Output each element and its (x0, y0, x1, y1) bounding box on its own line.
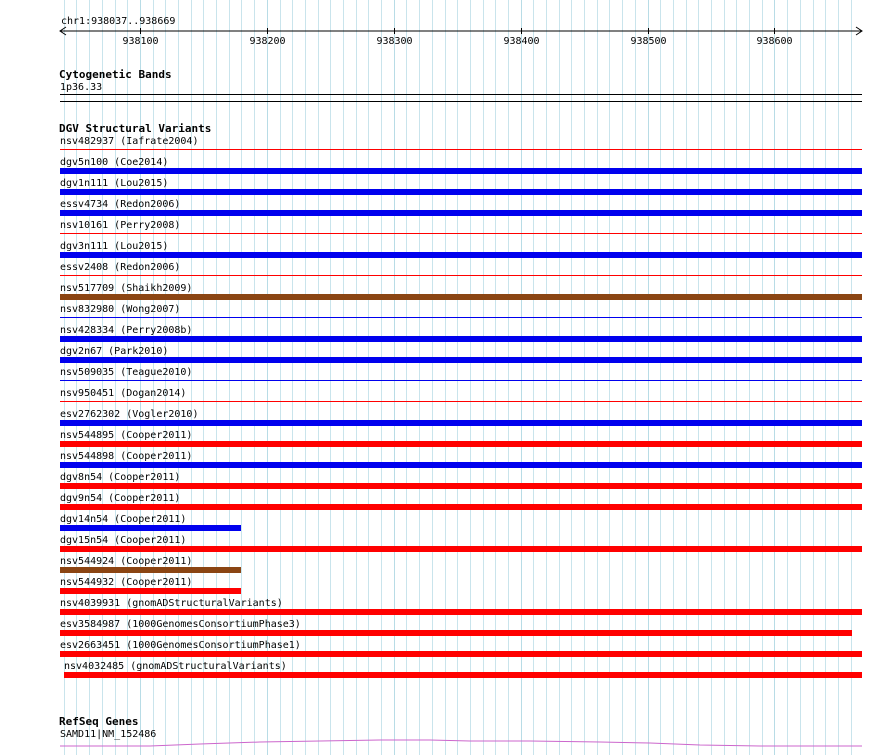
ruler-tick-label: 938100 (122, 36, 159, 47)
dgv-feature-bar[interactable] (60, 420, 862, 426)
dgv-feature-bar[interactable] (60, 525, 241, 531)
ruler-tick-label: 938200 (249, 36, 286, 47)
dgv-feature-row[interactable] (60, 136, 862, 150)
dgv-feature-bar[interactable] (60, 168, 862, 174)
dgv-feature-row[interactable] (60, 388, 862, 402)
dgv-feature-row[interactable] (60, 430, 862, 447)
dgv-feature-label[interactable]: nsv832980 (Wong2007) (60, 304, 181, 315)
track-title-dgv: DGV Structural Variants (59, 122, 212, 135)
dgv-feature-bar[interactable] (60, 546, 862, 552)
dgv-feature-bar[interactable] (60, 252, 862, 258)
dgv-feature-label[interactable]: dgv2n67 (Park2010) (60, 346, 169, 357)
dgv-feature-bar[interactable] (60, 441, 862, 447)
ruler-tick-label: 938400 (503, 36, 540, 47)
dgv-feature-label[interactable]: nsv544924 (Cooper2011) (60, 556, 193, 567)
ruler-tick-label: 938500 (630, 36, 667, 47)
dgv-feature-bar[interactable] (60, 630, 852, 636)
dgv-feature-row[interactable] (60, 220, 862, 234)
dgv-feature-label[interactable]: dgv15n54 (Cooper2011) (60, 535, 187, 546)
dgv-feature-label[interactable]: nsv428334 (Perry2008b) (60, 325, 193, 336)
dgv-feature-label[interactable]: dgv14n54 (Cooper2011) (60, 514, 187, 525)
cytoband-label[interactable]: 1p36.33 (60, 82, 103, 93)
dgv-feature-label[interactable]: nsv517709 (Shaikh2009) (60, 283, 193, 294)
dgv-feature-bar[interactable] (60, 504, 862, 510)
dgv-feature-row[interactable] (60, 493, 862, 510)
dgv-feature-row[interactable] (60, 409, 862, 426)
dgv-feature-label[interactable]: essv2408 (Redon2006) (60, 262, 181, 273)
dgv-feature-label[interactable]: nsv544932 (Cooper2011) (60, 577, 193, 588)
dgv-feature-label[interactable]: esv2762302 (Vogler2010) (60, 409, 199, 420)
dgv-feature-bar[interactable] (60, 210, 862, 216)
dgv-feature-label[interactable]: dgv9n54 (Cooper2011) (60, 493, 181, 504)
dgv-feature-list (60, 136, 862, 678)
dgv-feature-row[interactable] (60, 325, 862, 342)
gene-model-line[interactable] (60, 740, 862, 746)
dgv-feature-row[interactable] (60, 535, 862, 552)
dgv-structural-variants-track (59, 122, 862, 678)
dgv-feature-label[interactable]: dgv5n100 (Coe2014) (60, 157, 169, 168)
dgv-feature-bar[interactable] (60, 567, 241, 573)
ruler-tick-label: 938600 (756, 36, 793, 47)
dgv-feature-row[interactable] (60, 304, 862, 318)
dgv-feature-label[interactable]: dgv3n111 (Lou2015) (60, 241, 169, 252)
dgv-feature-bar[interactable] (60, 483, 862, 489)
dgv-feature-row[interactable] (60, 283, 862, 300)
dgv-feature-label[interactable]: nsv4032485 (gnomADStructuralVariants) (64, 661, 287, 672)
dgv-feature-label[interactable]: nsv4039931 (gnomADStructuralVariants) (60, 598, 283, 609)
track-title-refseq: RefSeq Genes (59, 715, 139, 728)
dgv-feature-bar[interactable] (60, 294, 862, 300)
position-ruler (60, 16, 862, 47)
refseq-genes-track (59, 715, 862, 746)
dgv-feature-row[interactable] (60, 556, 241, 573)
dgv-feature-label[interactable]: dgv1n111 (Lou2015) (60, 178, 169, 189)
dgv-feature-bar[interactable] (60, 462, 862, 468)
dgv-feature-bar[interactable] (60, 357, 862, 363)
dgv-feature-row[interactable] (60, 598, 862, 615)
dgv-feature-label[interactable]: nsv544895 (Cooper2011) (60, 430, 193, 441)
cytogenetic-bands-track (59, 68, 862, 102)
dgv-feature-row[interactable] (60, 451, 862, 468)
dgv-feature-bar[interactable] (60, 336, 862, 342)
dgv-feature-row[interactable] (60, 472, 862, 489)
dgv-feature-row[interactable] (60, 178, 862, 195)
dgv-feature-bar[interactable] (60, 651, 862, 657)
dgv-feature-row[interactable] (64, 661, 862, 678)
gene-label[interactable]: SAMD11|NM_152486 (60, 729, 157, 740)
dgv-feature-row[interactable] (60, 619, 852, 636)
dgv-feature-label[interactable]: nsv544898 (Cooper2011) (60, 451, 193, 462)
dgv-feature-label[interactable]: nsv950451 (Dogan2014) (60, 388, 187, 399)
dgv-feature-row[interactable] (60, 577, 241, 594)
dgv-feature-row[interactable] (60, 514, 241, 531)
dgv-feature-bar[interactable] (60, 609, 862, 615)
dgv-feature-label[interactable]: nsv482937 (Iafrate2004) (60, 136, 199, 147)
dgv-feature-bar[interactable] (60, 588, 241, 594)
dgv-feature-row[interactable] (60, 241, 862, 258)
dgv-feature-label[interactable]: nsv10161 (Perry2008) (60, 220, 181, 231)
ruler-tick-label: 938300 (376, 36, 413, 47)
dgv-feature-label[interactable]: dgv8n54 (Cooper2011) (60, 472, 181, 483)
dgv-feature-label[interactable]: esv3584987 (1000GenomesConsortiumPhase3) (60, 619, 301, 630)
dgv-feature-row[interactable] (60, 199, 862, 216)
dgv-feature-row[interactable] (60, 346, 862, 363)
dgv-feature-label[interactable]: nsv509035 (Teague2010) (60, 367, 193, 378)
dgv-feature-row[interactable] (60, 157, 862, 174)
dgv-feature-row[interactable] (60, 262, 862, 276)
dgv-feature-label[interactable]: esv2663451 (1000GenomesConsortiumPhase1) (60, 640, 301, 651)
dgv-feature-row[interactable] (60, 640, 862, 657)
ruler-title: chr1:938037..938669 (61, 16, 176, 27)
dgv-feature-label[interactable]: essv4734 (Redon2006) (60, 199, 181, 210)
dgv-feature-bar[interactable] (60, 189, 862, 195)
dgv-feature-row[interactable] (60, 367, 862, 381)
dgv-feature-bar[interactable] (64, 672, 862, 678)
track-title-cytobands: Cytogenetic Bands (59, 68, 172, 81)
